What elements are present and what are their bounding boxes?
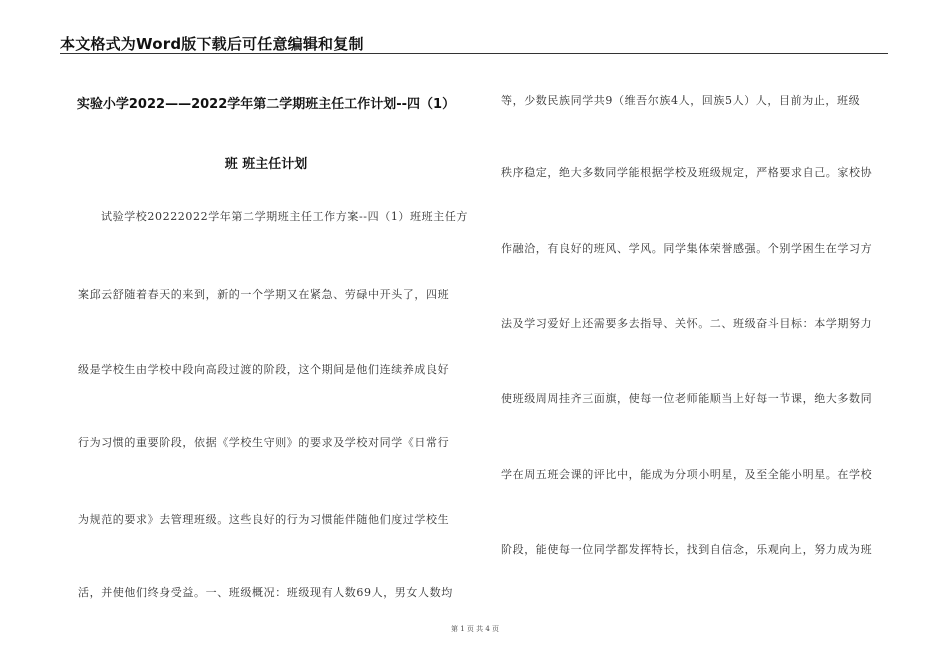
left-paragraph-line: 级是学校生由学校中段向高段过渡的阶段，这个期间是他们连续养成良好 — [78, 363, 450, 376]
right-paragraph-line: 使班级周周挂齐三面旗，使每一位老师能顺当上好每一节课，绝大多数同 — [501, 392, 873, 405]
left-paragraph-line: 案邱云舒随着春天的来到，新的一个学期又在紧急、劳碌中开头了，四班 — [78, 288, 450, 301]
document-title-line-2: 班 班主任计划 — [224, 157, 308, 172]
right-paragraph-line: 作融洽，有良好的班风、学风。同学集体荣誉感强。个别学困生在学习方 — [501, 242, 873, 255]
right-paragraph-line: 秩序稳定，绝大多数同学能根据学校及班级规定，严格要求自己。家校协 — [501, 166, 873, 179]
right-paragraph-line: 等，少数民族同学共9（维吾尔族4人，回族5人）人，目前为止，班级 — [501, 94, 861, 107]
left-paragraph-line: 活，并使他们终身受益。一、班级概况：班级现有人数69人，男女人数均 — [78, 586, 453, 599]
left-paragraph-line: 为规范的要求》去管理班级。这些良好的行为习惯能伴随他们度过学校生 — [78, 513, 450, 526]
left-paragraph-line: 试验学校20222022学年第二学期班主任工作方案--四（1）班班主任方 — [101, 210, 469, 223]
right-paragraph-line: 法及学习爱好上还需要多去指导、关怀。二、班级奋斗目标：本学期努力 — [501, 317, 873, 330]
right-paragraph-line: 学在周五班会课的评比中，能成为分项小明星，及至全能小明星。在学校 — [501, 468, 873, 481]
document-title-line-1: 实验小学2022——2022学年第二学期班主任工作计划--四（1） — [76, 97, 456, 112]
left-paragraph-line: 行为习惯的重要阶段，依据《学校生守则》的要求及学校对同学《日常行 — [78, 436, 450, 449]
page-header: 本文格式为Word版下载后可任意编辑和复制 — [60, 35, 364, 53]
right-paragraph-line: 阶段，能使每一位同学都发挥特长，找到自信念，乐观向上，努力成为班 — [501, 543, 873, 556]
page-number: 第 1 页 共 4 页 — [450, 625, 500, 633]
header-divider — [60, 53, 888, 54]
